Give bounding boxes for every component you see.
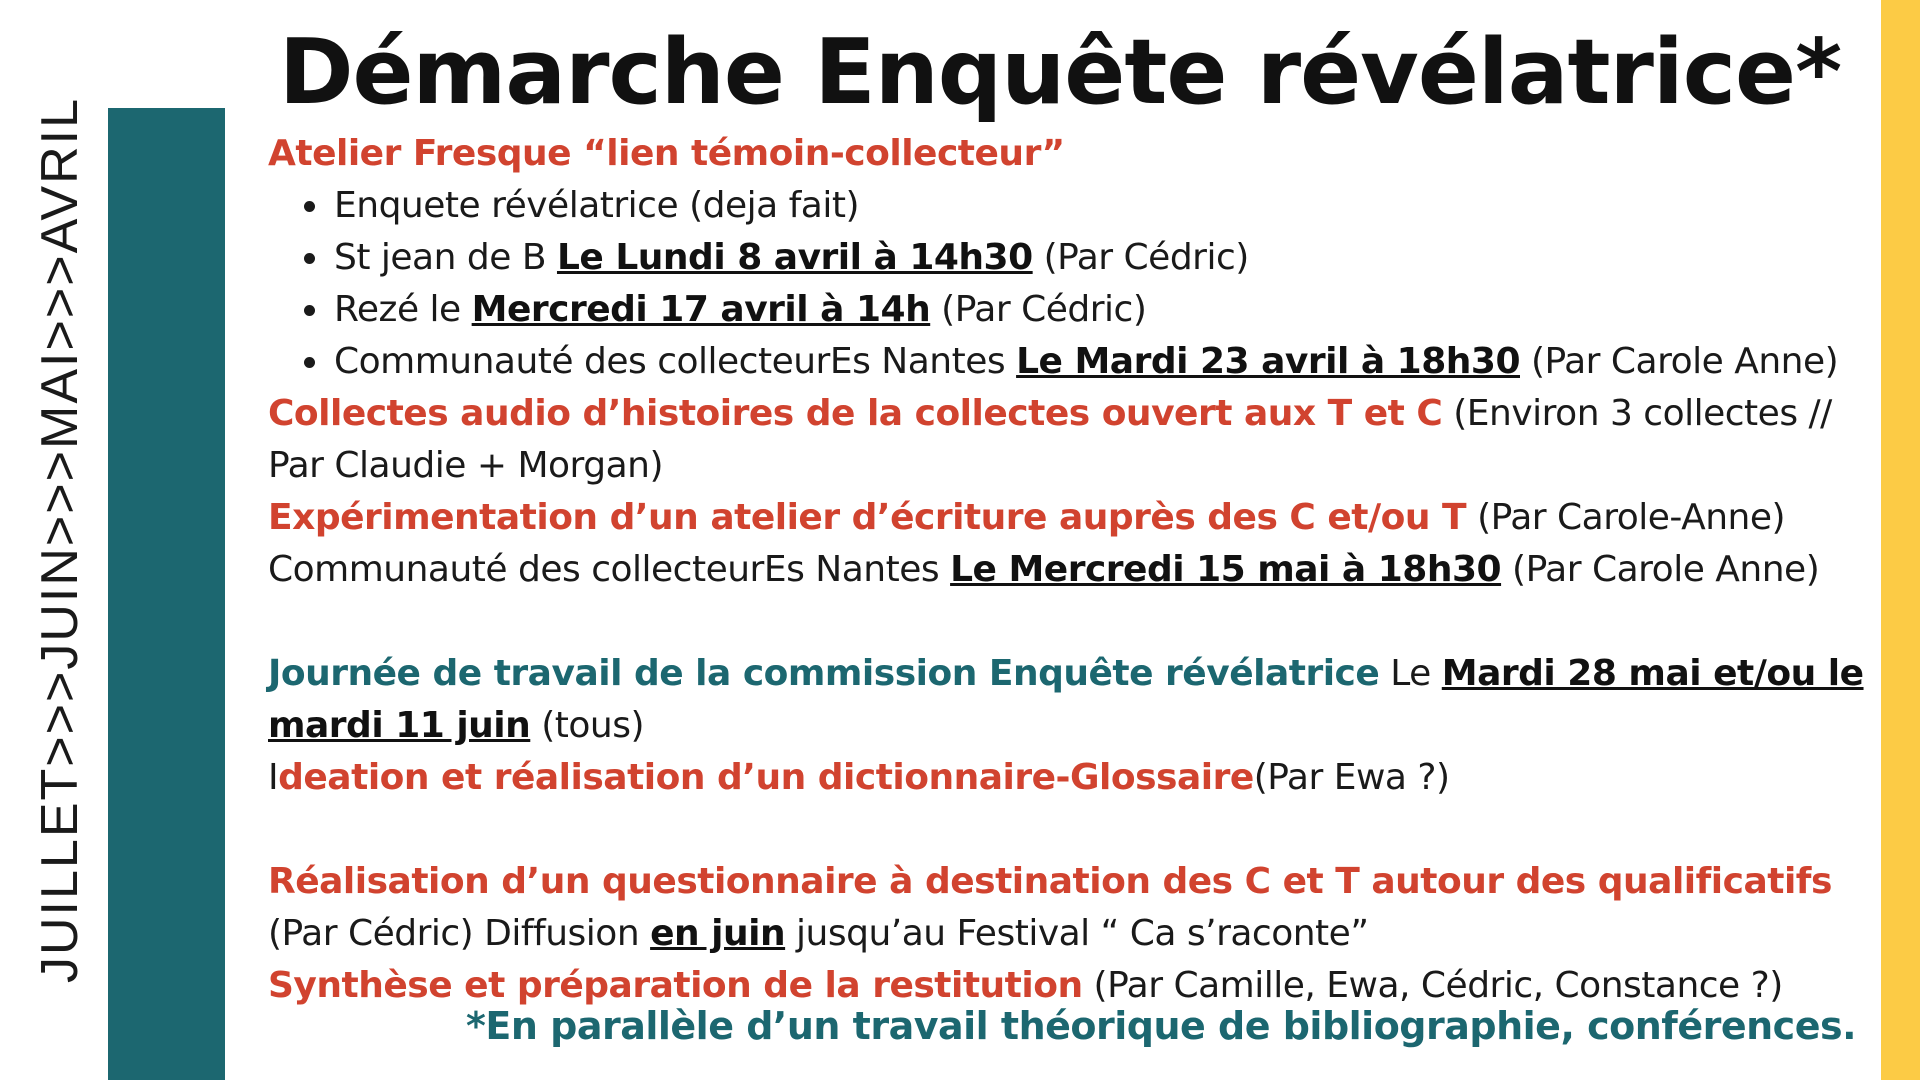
atelier-item-person: (Par Cédric) [1032,237,1249,278]
atelier-heading: Atelier Fresque “lien témoin-collecteur” [268,133,1065,174]
journee-line [268,648,1880,752]
ideation-first-letter: I [268,757,279,798]
synthese-note: (Par Camille, Ewa, Cédric, Constance ?) [1082,965,1783,1006]
atelier-item-date: Le Mardi 23 avril à 18h30 [1016,341,1520,382]
list-item [332,180,1880,232]
synthese-heading: Synthèse et préparation de la restitution [268,965,1083,1006]
collectes-note: (Environ 3 collectes // Par Claudie + Morgan) [268,393,1832,486]
atelier-item-person: (Par Carole Anne) [1520,341,1839,382]
atelier-list [268,180,1880,388]
atelier-item-text: Enquete révélatrice (deja fait) [334,185,860,226]
questionnaire-heading: Réalisation d’un questionnaire à destination des C et T autour des qualificatifs [268,861,1832,902]
experimentation-note: (Par Carole-Anne) [1466,497,1786,538]
questionnaire-note: (Par Cédric) Diffusion [268,913,651,954]
ideation-heading: deation et réalisation d’un dictionnaire-Glossaire [278,757,1254,798]
atelier-item-text: Rezé le [334,289,472,330]
atelier-item-text: St jean de B [334,237,557,278]
atelier-section [268,128,1880,180]
ideation-note: (Par Ewa ?) [1253,757,1450,798]
timeline-vertical-label: JUILLET>>>JUIN>>>MAI>>>AVRIL [31,96,89,984]
atelier-item-person: (Par Cédric) [930,289,1147,330]
atelier-item-text: Communauté des collecteurEs Nantes [334,341,1017,382]
experimentation-heading: Expérimentation d’un atelier d’écriture auprès des C et/ou T [268,497,1467,538]
footer-note: *En parallèle d’un travail théorique de bibliographie, conférences. [466,1004,1857,1048]
page-title: Démarche Enquête révélatrice* [278,20,1842,125]
communaute-mai-date: Le Mercredi 15 mai à 18h30 [950,549,1502,590]
communaute-mai-person: (Par Carole Anne) [1501,549,1820,590]
atelier-item-date: Mercredi 17 avril à 14h [471,289,931,330]
content-body [268,128,1880,1012]
journee-mid: Le [1379,653,1442,694]
list-item [332,336,1880,388]
list-item [332,232,1880,284]
ideation-line [268,752,1880,804]
questionnaire-date: en juin [650,913,786,954]
journee-heading: Journée de travail de la commission Enquête révélatrice [268,653,1380,694]
yellow-edge-bar [1881,0,1920,1080]
spacer [268,804,1880,856]
questionnaire-line [268,856,1880,960]
questionnaire-after: jusqu’au Festival “ Ca s’raconte” [785,913,1369,954]
list-item [332,284,1880,336]
spacer [268,596,1880,648]
communaute-mai-line [268,544,1880,596]
journee-after: (tous) [530,705,645,746]
communaute-mai-text: Communauté des collecteurEs Nantes [268,549,951,590]
teal-side-bar [108,108,225,1080]
collectes-line [268,388,1880,492]
collectes-heading: Collectes audio d’histoires de la collectes ouvert aux T et C [268,393,1443,434]
experimentation-line [268,492,1880,544]
atelier-item-date: Le Lundi 8 avril à 14h30 [556,237,1033,278]
journee-date: Mardi 28 mai et/ou le mardi 11 juin [268,653,1864,746]
